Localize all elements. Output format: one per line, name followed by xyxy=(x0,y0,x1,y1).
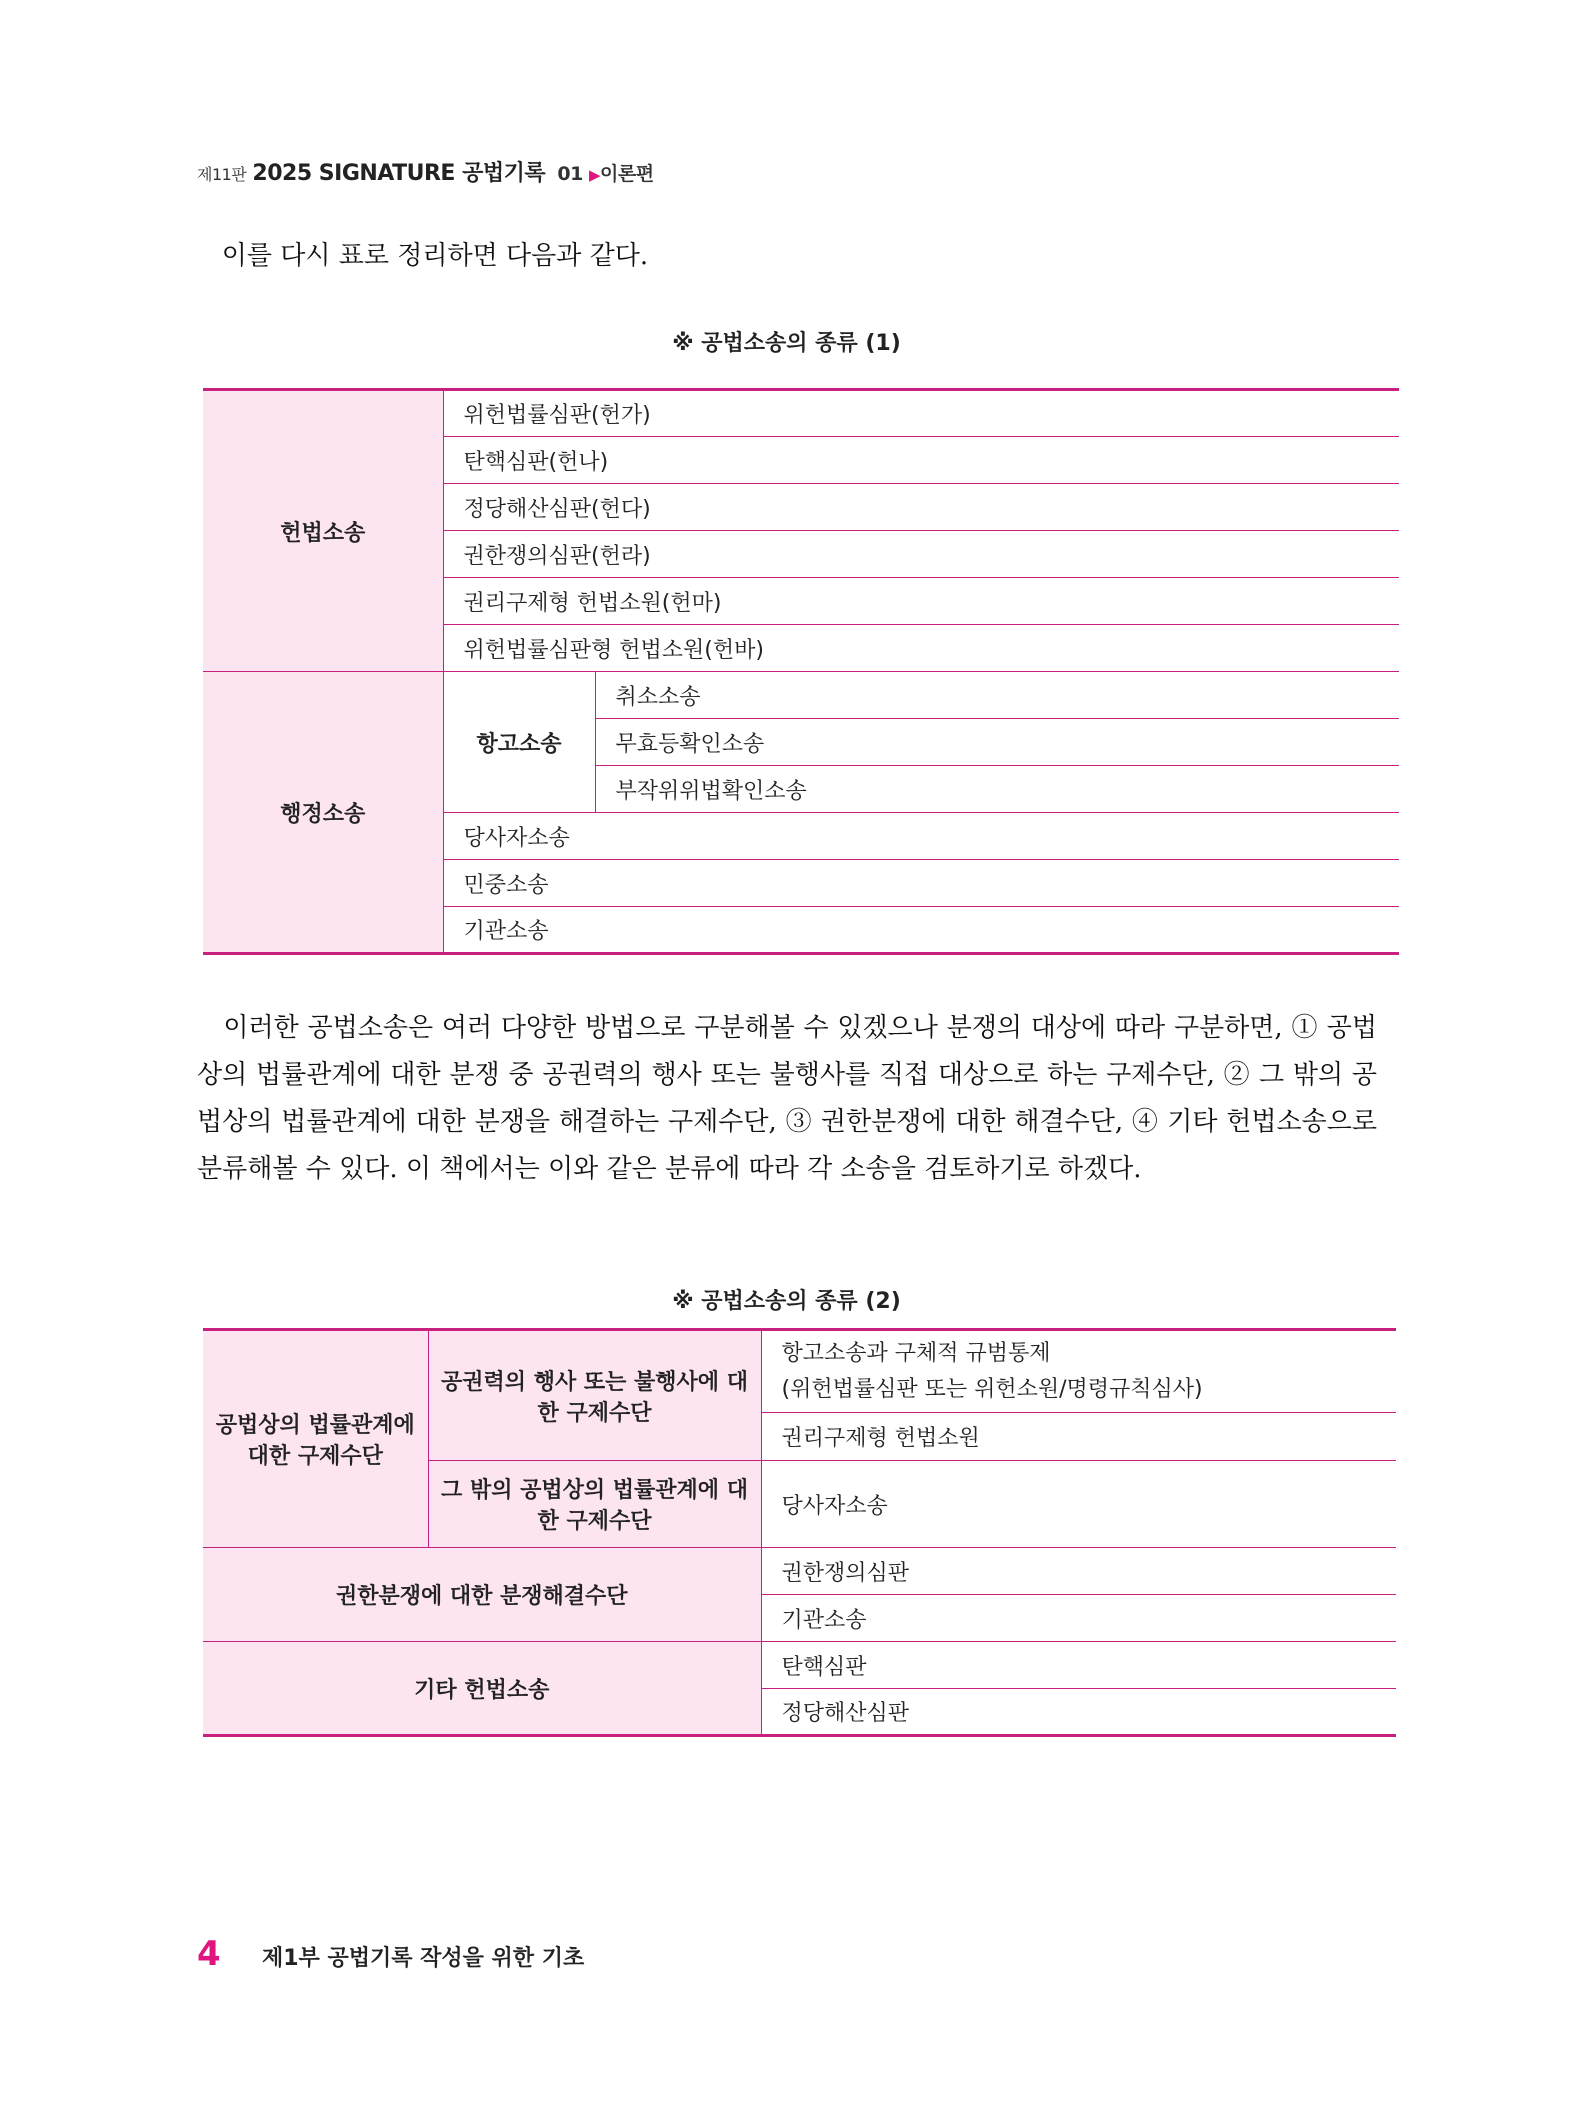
page-number: 4 xyxy=(197,1934,221,1974)
table2-cell: 당사자소송 xyxy=(761,1461,1396,1548)
table2-cell: 권한쟁의심판 xyxy=(761,1548,1396,1595)
header-section: 이론편 xyxy=(599,163,654,185)
table1-group-constitutional: 헌법소송 xyxy=(203,390,443,672)
table1-subgroup-appeal: 항고소송 xyxy=(443,672,595,813)
intro-text: 이를 다시 표로 정리하면 다음과 같다. xyxy=(221,241,649,271)
running-header xyxy=(197,156,654,187)
table2-cell: 정당해산심판 xyxy=(761,1689,1396,1736)
body-paragraph: 이러한 공법소송은 여러 다양한 방법으로 구분해볼 수 있겠으나 분쟁의 대상에 따라 구분하면, ① 공법상의 법률관계에 대한 분쟁 중 공권력의 행사 또는 불행사를 직접 대상으로 하는 구제수단, ② 그 밖의 공법상의 법률관계에 대한 분쟁을 해결하는 구제수단, ③ 권한분쟁에 대한 해결수단, ④ 기타 헌법소송으로 분류해볼 수 있다. 이 책에서는 이와 같은 분류에 따라 각 소송을 검토하기로 하겠다. xyxy=(197,1013,1377,1184)
table2-row1-sub1: 공권력의 행사 또는 불행사에 대한 구제수단 xyxy=(428,1330,761,1461)
header-volume: 01 xyxy=(557,163,583,185)
table1-cell: 민중소송 xyxy=(443,860,1399,907)
table1-cell: 권한쟁의심판(헌라) xyxy=(443,531,1399,578)
table1-caption: ※ 공법소송의 종류 (1) xyxy=(672,331,901,356)
table1-cell: 탄핵심판(헌나) xyxy=(443,437,1399,484)
table2-row3-label: 기타 헌법소송 xyxy=(203,1642,761,1736)
table1-cell: 취소소송 xyxy=(595,672,1399,719)
header-title: 2025 SIGNATURE 공법기록 xyxy=(252,161,546,186)
table2-cell: 탄핵심판 xyxy=(761,1642,1396,1689)
table1-cell: 위헌법률심판형 헌법소원(헌바) xyxy=(443,625,1399,672)
table1-cell: 당사자소송 xyxy=(443,813,1399,860)
table2-row1-sub2: 그 밖의 공법상의 법률관계에 대한 구제수단 xyxy=(428,1461,761,1548)
table1-cell: 기관소송 xyxy=(443,907,1399,954)
table1-group-administrative: 행정소송 xyxy=(203,672,443,954)
footer-title: 제1부 공법기록 작성을 위한 기초 xyxy=(262,1946,585,1971)
table1-cell: 정당해산심판(헌다) xyxy=(443,484,1399,531)
table1-cell: 권리구제형 헌법소원(헌마) xyxy=(443,578,1399,625)
table2-row2-label: 권한분쟁에 대한 분쟁해결수단 xyxy=(203,1548,761,1642)
header-arrow-icon: ▶ xyxy=(588,166,600,184)
table2-cell: 권리구제형 헌법소원 xyxy=(761,1413,1396,1461)
table1-cell: 무효등확인소송 xyxy=(595,719,1399,766)
table2-cell: 항고소송과 구체적 규범통제 (위헌법률심판 또는 위헌소원/명령규칙심사) xyxy=(761,1330,1396,1413)
table2-caption: ※ 공법소송의 종류 (2) xyxy=(672,1289,901,1314)
header-edition: 제11판 xyxy=(197,165,247,184)
table1-cell: 위헌법률심판(헌가) xyxy=(443,390,1399,437)
table1 xyxy=(203,388,1399,955)
table2-cell: 기관소송 xyxy=(761,1595,1396,1642)
table2-row1-label: 공법상의 법률관계에 대한 구제수단 xyxy=(203,1330,428,1548)
table1-cell: 부작위위법확인소송 xyxy=(595,766,1399,813)
table2 xyxy=(203,1328,1396,1737)
